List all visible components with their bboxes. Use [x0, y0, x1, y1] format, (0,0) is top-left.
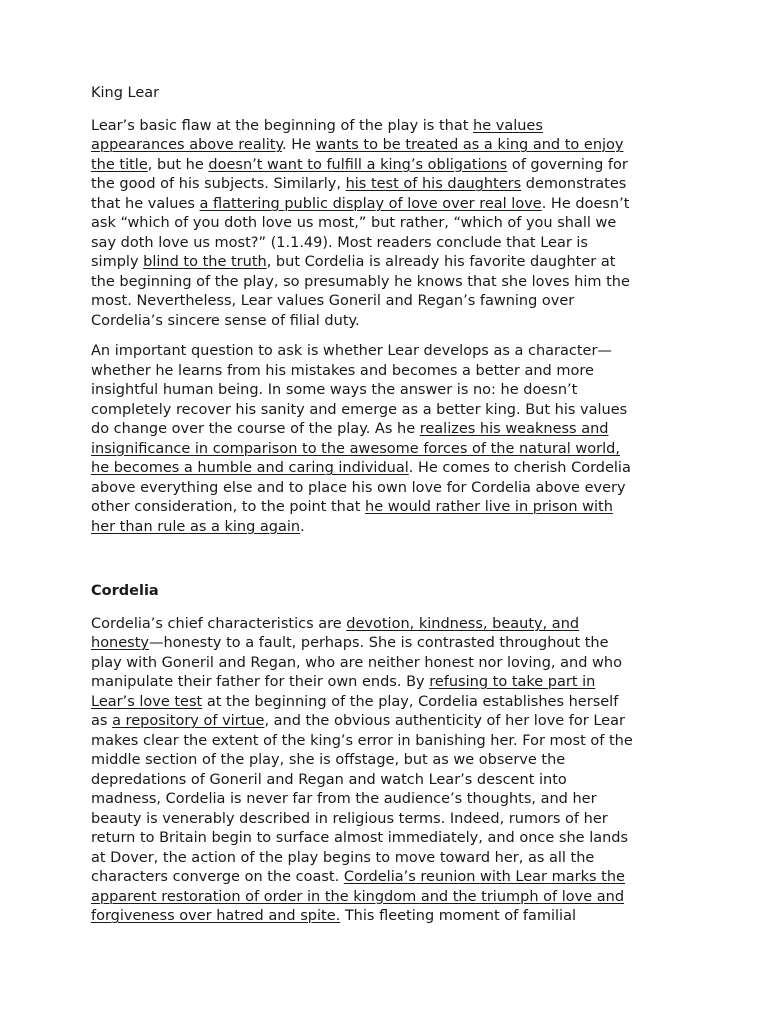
- text-run: . He comes to cherish Cordelia: [408, 460, 631, 476]
- underlined-phrase: apparent restoration of order in the kingdom and the triumph of love and: [91, 888, 625, 905]
- text-run: depredations of Goneril and Regan and watch Lear’s descent into: [91, 771, 567, 788]
- underlined-phrase: insignificance in comparison to the awesome forces of the natural world,: [91, 440, 620, 457]
- underlined-phrase: he becomes a humble and caring individual: [91, 460, 409, 476]
- text-line: [91, 401, 677, 421]
- text-line: [91, 214, 677, 234]
- text-run: , and the obvious authenticity of her love for Lear: [264, 713, 625, 729]
- section-king-lear: [91, 84, 677, 537]
- underlined-phrase: a flattering public display of love over real love: [199, 195, 542, 212]
- text-run: .: [300, 518, 305, 535]
- text-run: that he values: [91, 195, 200, 212]
- text-run: This fleeting moment of familial: [340, 908, 576, 924]
- text-run: other consideration, to the point that: [91, 499, 366, 515]
- underlined-phrase: the title: [91, 156, 148, 173]
- text-run: completely recover his sanity and emerge as a better king. But his values: [91, 401, 628, 418]
- text-line: [91, 498, 677, 518]
- text-line: [91, 907, 677, 927]
- text-line: [91, 342, 677, 362]
- text-line: [91, 117, 677, 137]
- text-run: at the beginning of the play, Cordelia establishes herself: [202, 693, 619, 710]
- text-line: [91, 479, 677, 499]
- text-line: [91, 732, 677, 752]
- underlined-phrase: his test of his daughters: [345, 176, 522, 192]
- text-line: [91, 712, 677, 732]
- text-run: makes clear the extent of the king’s error in banishing her. For most of the: [91, 732, 633, 749]
- text-line: [91, 312, 677, 332]
- text-run: as: [91, 713, 113, 729]
- text-line: [91, 634, 677, 654]
- underlined-phrase: a repository of virtue: [112, 713, 265, 729]
- underlined-phrase: Cordelia’s reunion with Lear marks the: [343, 869, 625, 885]
- text-run: above everything else and to place his own love for Cordelia above every: [91, 479, 626, 496]
- text-run: Cordelia’s chief characteristics are: [91, 615, 347, 632]
- text-line: [91, 253, 677, 273]
- text-line: [91, 195, 677, 215]
- text-line: [91, 156, 677, 176]
- text-run: manipulate their father for their own ends. By: [91, 674, 430, 690]
- text-run: do change over the course of the play. As he: [91, 421, 420, 437]
- underlined-phrase: her than rule as a king again: [91, 518, 301, 535]
- text-run: at Dover, the action of the play begins to move toward her, as all the: [91, 849, 595, 866]
- text-run: Lear’s basic flaw at the beginning of the play is that: [91, 117, 474, 134]
- underlined-phrase: he values: [473, 117, 543, 134]
- text-run: play with Goneril and Regan, who are neither honest nor loving, and who: [91, 654, 622, 671]
- text-run: Cordelia’s sincere sense of filial duty.: [91, 312, 360, 329]
- underlined-phrase: devotion, kindness, beauty, and: [346, 615, 580, 632]
- underlined-phrase: refusing to take part in: [429, 674, 596, 690]
- text-line: [91, 829, 677, 849]
- paragraph: [91, 117, 677, 332]
- text-line: [91, 420, 677, 440]
- text-run: the beginning of the play, so presumably he knows that she loves him the: [91, 273, 630, 290]
- underlined-phrase: honesty: [91, 635, 149, 651]
- underlined-phrase: doesn’t want to fulfill a king’s obligations: [208, 156, 508, 173]
- text-run: characters converge on the coast.: [91, 869, 344, 885]
- text-line: [91, 362, 677, 382]
- text-line: [91, 693, 677, 713]
- text-run: ask “which of you doth love us most,” but rather, “which of you shall we: [91, 215, 617, 231]
- document-page: [91, 84, 677, 938]
- text-run: , but Cordelia is already his favorite daughter at: [266, 254, 616, 270]
- text-line: [91, 615, 677, 635]
- text-run: . He doesn’t: [541, 195, 630, 212]
- underlined-phrase: wants to be treated as a king and to enjoy: [315, 137, 624, 153]
- text-line: [91, 868, 677, 888]
- section-spacer: [91, 548, 677, 582]
- text-run: simply: [91, 254, 144, 270]
- text-line: [91, 654, 677, 674]
- text-run: —honesty to a fault, perhaps. She is contrasted throughout the: [149, 635, 609, 651]
- text-run: beauty is venerably described in religious terms. Indeed, rumors of her: [91, 810, 608, 827]
- text-line: [91, 440, 677, 460]
- text-line: [91, 790, 677, 810]
- underlined-phrase: Lear’s love test: [91, 693, 203, 710]
- text-run: of governing for: [507, 156, 628, 173]
- text-line: [91, 751, 677, 771]
- text-line: [91, 888, 677, 908]
- text-line: [91, 381, 677, 401]
- text-run: , but he: [147, 156, 209, 173]
- text-run: whether he learns from his mistakes and becomes a better and more: [91, 362, 594, 379]
- text-run: the good of his subjects. Similarly,: [91, 176, 346, 192]
- text-line: [91, 849, 677, 869]
- text-run: insightful human being. In some ways the answer is no: he doesn’t: [91, 382, 578, 398]
- paragraph: [91, 615, 677, 927]
- text-line: [91, 810, 677, 830]
- text-run: demonstrates: [521, 176, 627, 192]
- text-run: middle section of the play, she is offstage, but as we observe the: [91, 752, 566, 768]
- underlined-phrase: appearances above reality: [91, 137, 282, 153]
- text-run: madness, Cordelia is never far from the audience’s thoughts, and her: [91, 791, 597, 807]
- section-heading: King Lear: [91, 85, 160, 101]
- underlined-phrase: realizes his weakness and: [419, 421, 609, 437]
- section-heading: Cordelia: [91, 583, 159, 599]
- text-line: [91, 292, 677, 312]
- underlined-phrase: forgiveness over hatred and spite.: [91, 908, 341, 924]
- text-line: [91, 771, 677, 791]
- text-line: [91, 518, 677, 538]
- text-line: [91, 459, 677, 479]
- underlined-phrase: he would rather live in prison with: [365, 499, 613, 515]
- text-line: [91, 234, 677, 254]
- text-line: [91, 175, 677, 195]
- text-line: [91, 273, 677, 293]
- text-line: [91, 136, 677, 156]
- section-cordelia: [91, 582, 677, 927]
- paragraph: [91, 342, 677, 537]
- text-run: say doth love us most?” (1.1.49). Most readers conclude that Lear is: [91, 234, 588, 251]
- text-line: [91, 673, 677, 693]
- underlined-phrase: blind to the truth: [143, 254, 267, 270]
- text-run: An important question to ask is whether Lear develops as a character—: [91, 343, 612, 359]
- text-run: most. Nevertheless, Lear values Goneril and Regan’s fawning over: [91, 293, 575, 309]
- text-run: . He: [281, 137, 316, 153]
- text-run: return to Britain begin to surface almost immediately, and once she lands: [91, 830, 629, 846]
